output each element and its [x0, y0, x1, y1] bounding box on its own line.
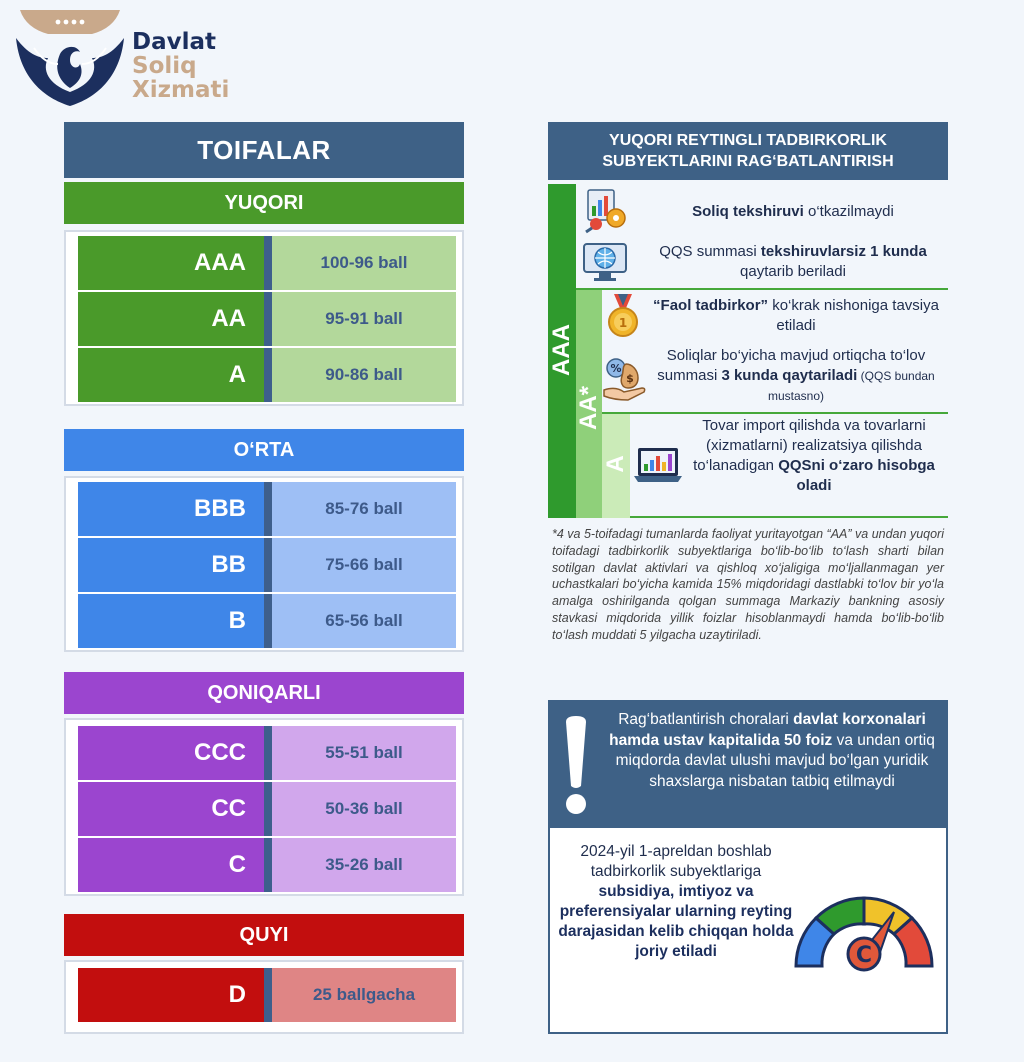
laptop-chart-icon	[632, 444, 684, 490]
logo-line-3: Xizmati	[132, 77, 230, 103]
rating-row-bb	[78, 538, 456, 592]
audit-gears-icon	[582, 186, 628, 234]
svg-text:$: $	[626, 372, 634, 385]
rating-row-d	[78, 968, 456, 1022]
rating-score: 75-66 ball	[272, 538, 456, 592]
notice-text	[604, 710, 940, 792]
money-refund-icon	[602, 356, 648, 402]
medal-icon	[606, 294, 640, 340]
logo-line-2: Soliq	[132, 53, 197, 79]
footnote: *4 va 5-toifadagi tumanlarda faoliyat yuritayotgan “AA” va undan yuqori toifadagi tadbirkorlik subyektlariga bo‘lib-bo‘lib to‘lash sharti bilan sotilgan davlat aktivlari va qishloq xo‘jaligiga mo‘ljallanmagan yer uchastkalari bo‘yicha kamida 15% miqdoridagi dastlabki to‘lov bir yo‘la amalga oshirilganda qolgan summaga Markaziy bankning asosiy stavkasi miqdorida yillik foizlar hisoblanmaydi hamda bo‘lib-bo‘lib to‘lash muddati 5 yilgacha uzaytiriladi.	[552, 527, 944, 642]
notice-bold: davlat korxonalari hamda ustav kapitalida 50 foiz	[609, 711, 926, 749]
tier-label-aa: AA*	[575, 386, 602, 431]
incentives-title-line-1: YUQORI REYTINGLI TADBIRKORLIK	[609, 132, 887, 149]
rating-score: 55-51 ball	[272, 726, 456, 780]
rating-row-b	[78, 594, 456, 648]
rating-label: AAA	[78, 236, 264, 290]
benefit-overpayment-refund	[650, 346, 942, 406]
svg-text:C: C	[855, 943, 873, 968]
subsidy-bold: subsidiya, imtiyoz va preferensiyalar ularning reyting darajasidan kelib chiqqan holda joriy etiladi	[558, 883, 794, 960]
benefit-4-pre: Soliqlar bo‘yicha mavjud ortiqcha to‘lov summasi	[657, 347, 926, 384]
rating-label: D	[78, 968, 264, 1022]
exclamation-icon	[564, 716, 588, 814]
notice-rest: va undan ortiq miqdorda davlat ulushi mavjud bo‘lgan yuridik shaxslarga nisbatan tatbiq etilmaydi	[615, 731, 935, 790]
rating-label: AA	[78, 292, 264, 346]
rating-score: 95-91 ball	[272, 292, 456, 346]
rating-score: 85-76 ball	[272, 482, 456, 536]
tier-divider	[576, 288, 948, 290]
rating-label: A	[78, 348, 264, 402]
tier-divider	[630, 516, 948, 518]
svg-text:1: 1	[618, 316, 628, 330]
subsidy-box	[548, 826, 948, 1034]
logo-line-1: Davlat	[132, 29, 217, 55]
svg-text:%: %	[610, 362, 622, 375]
rating-score: 100-96 ball	[272, 236, 456, 290]
rating-score: 90-86 ball	[272, 348, 456, 402]
tier-label-a: A	[602, 455, 629, 473]
subsidy-text	[556, 842, 796, 962]
category-orta-box	[64, 476, 464, 652]
eagle-emblem-icon	[14, 8, 126, 108]
rating-label: CCC	[78, 726, 264, 780]
benefit-3-bold: “Faol tadbirkor”	[653, 297, 769, 314]
incentives-title-line-2: SUBYEKTLARINI RAG‘BATLANTIRISH	[602, 153, 894, 170]
benefit-vat-offset	[690, 416, 938, 496]
benefit-vat-refund	[640, 242, 946, 282]
incentives-title	[548, 122, 948, 180]
subsidy-pre: 2024-yil 1-apreldan boshlab tadbirkorlik subyektlariga	[580, 843, 772, 880]
rating-score: 25 ballgacha	[272, 968, 456, 1022]
category-quyi-box	[64, 960, 464, 1034]
benefit-2-bold: tekshiruvlarsiz 1 kunda	[760, 243, 927, 260]
benefit-no-tax-audit	[640, 202, 946, 222]
benefit-3-text: ko‘krak nishoniga tavsiya etiladi	[768, 297, 939, 334]
toifalar-title: TOIFALAR	[64, 122, 464, 178]
rating-row-a	[78, 348, 456, 402]
rating-row-cc	[78, 782, 456, 836]
rating-label: C	[78, 838, 264, 892]
category-yuqori-header: YUQORI	[64, 182, 464, 224]
rating-score: 35-26 ball	[272, 838, 456, 892]
rating-label: BB	[78, 538, 264, 592]
benefit-4-note: (QQS bundan mustasno)	[767, 369, 935, 403]
benefit-1-text: o‘tkazilmaydi	[803, 203, 894, 220]
rating-label: BBB	[78, 482, 264, 536]
category-qoniqarli-box	[64, 718, 464, 896]
category-yuqori-box	[64, 230, 464, 406]
monitor-globe-icon	[582, 240, 628, 284]
rating-gauge-icon	[786, 872, 942, 976]
benefit-1-bold: Soliq tekshiruvi	[692, 203, 804, 220]
rating-row-aa	[78, 292, 456, 346]
rating-score: 65-56 ball	[272, 594, 456, 648]
rating-label: B	[78, 594, 264, 648]
category-orta-header: O‘RTA	[64, 429, 464, 471]
tier-divider	[602, 412, 948, 414]
benefit-badge	[646, 296, 946, 336]
category-quyi-header: QUYI	[64, 914, 464, 956]
rating-row-c	[78, 838, 456, 892]
rating-score: 50-36 ball	[272, 782, 456, 836]
benefit-2-pre: QQS summasi	[659, 243, 761, 260]
rating-label: CC	[78, 782, 264, 836]
rating-row-aaa	[78, 236, 456, 290]
benefit-5-pre: Tovar import qilishda va tovarlarni (xizmatlarni) realizatsiya qilishda to‘lanadigan	[693, 417, 926, 474]
benefit-2-text: qaytarib beriladi	[740, 263, 846, 280]
benefit-4-bold: 3 kunda qaytariladi	[721, 367, 858, 384]
rating-row-bbb	[78, 482, 456, 536]
notice-box	[548, 700, 948, 826]
notice-pre: Rag‘batlantirish choralari	[618, 711, 794, 728]
category-qoniqarli-header: QONIQARLI	[64, 672, 464, 714]
rating-row-ccc	[78, 726, 456, 780]
tier-label-aaa: AAA	[548, 324, 575, 376]
benefit-5-bold: QQSni o‘zaro hisobga oladi	[778, 457, 935, 494]
logo	[14, 8, 254, 108]
